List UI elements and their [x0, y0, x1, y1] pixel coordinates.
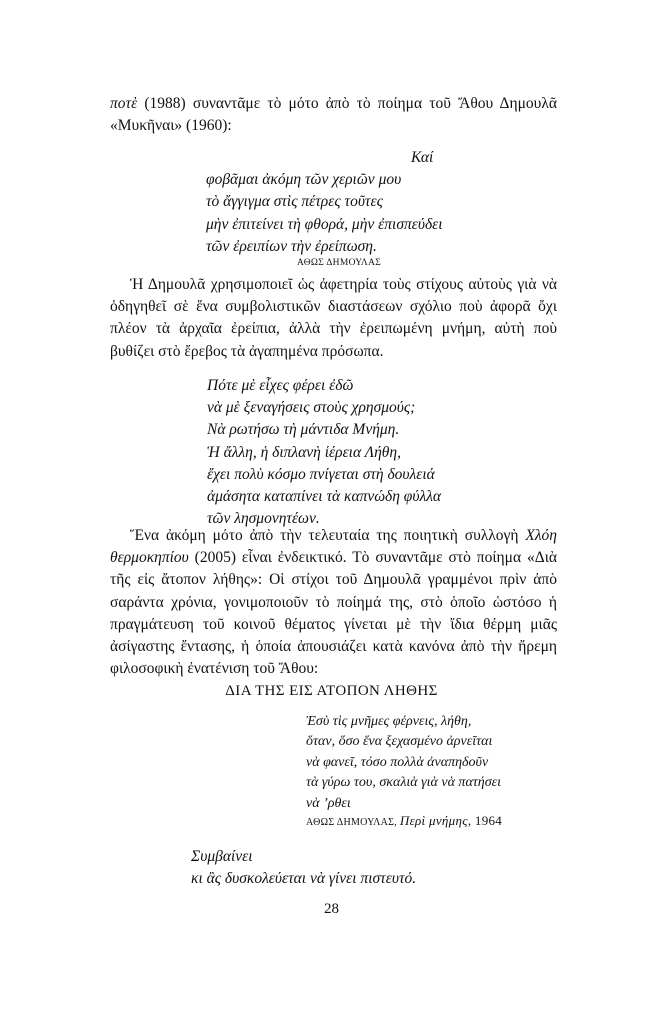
verse-line: τῶν ἐρειπίων τὴν ἐρείπωση. [206, 237, 377, 255]
verse-line: Ἐσὺ τὶς μνῆμες φέρνεις, λήθη, [306, 714, 472, 729]
verse-line: τὰ γύρω του, σκαλιὰ γιὰ νὰ πατήσει [306, 775, 502, 791]
attribution-source: Περὶ μνήμης [399, 813, 468, 828]
verse-line: Πότε μὲ εἶχες φέρει ἐδῶ [207, 377, 354, 394]
verse-line: Συμβαίνει [191, 848, 253, 865]
verse-line: ὅταν, ὅσο ἕνα ξεχασμένο ἀρνεῖται [306, 734, 493, 750]
verse-line: Ἡ ἄλλη, ἡ διπλανὴ ἱέρεια Λήθη, [207, 443, 401, 461]
verse-line: νὰ μὲ ξεναγήσεις στοὺς χρησμούς; [207, 399, 416, 417]
paragraph-chloi [110, 525, 557, 680]
page-number: 28 [324, 901, 339, 917]
verse-line: νὰ φανεῖ, τόσο πολλὰ ἀναπηδοῦν [306, 754, 489, 770]
attribution-name: ΑΘΩΣ ΔΗΜΟΥΛΑΣ, [306, 817, 398, 828]
verse-line: φοβᾶμαι ἀκόμη τῶν χεριῶν μου [206, 171, 402, 189]
collection-title: Χλόη θερμοκηπίου [110, 527, 557, 567]
verse-mnimi [207, 375, 441, 530]
verse-line: τῶν λησμονητέων. [207, 510, 320, 528]
verse-line: ἔχει πολὺ κόσμο πνίγεται στὴ δουλειά [207, 465, 435, 483]
verse-line: Καί [411, 149, 434, 166]
verse-attribution: ΑΘΩΣ ΔΗΜΟΥΛΑΣ [297, 258, 382, 268]
verse-line: ἀμάσητα καταπίνει τὰ καπνώδη φύλλα [207, 488, 442, 506]
verse-mykines [206, 147, 443, 258]
verse-line: κι ἂς δυσκολεύεται νὰ γίνει πιστευτό. [191, 870, 417, 888]
verse-line: τὸ ἄγγιγμα στὶς πέτρες τοῦτες [206, 193, 383, 211]
paragraph-commentary: Ἡ Δημουλᾶ χρησιμοποιεῖ ὡς ἀφετηρία τοὺς στίχους αὐτοὺς γιὰ νὰ ὁδηγηθεῖ σὲ ἕνα συμβολιστικῶν διαστάσεων σχόλιο ποὺ ἀφορᾶ ὄχι πλέον τὰ ἀρχαῖα ἐρείπια, ἀλλὰ τὴν ἐρειπωμένη μνήμη, αὐτὴ ποὺ βυθίζει στὸ ἔρεβος τὰ ἀγαπημένα πρόσωπα. [110, 276, 557, 360]
poem-title: ΔΙΑ ΤΗΣ ΕΙΣ ΑΤΟΠΟΝ ΛΗΘΗΣ [225, 683, 438, 699]
intro-italic-word: ποτὲ [110, 95, 138, 112]
verse-motto [306, 712, 501, 814]
motto-attribution [306, 813, 502, 829]
chloi-text-2: (2005) εἶναι ἐνδεικτικό. Τὸ συναντᾶμε στὸ ποίημα «Διὰ τῆς εἰς ἄτοπον λήθης»: Οἱ στίχοι τοῦ Δημουλᾶ γραμμένοι πρὶν ἀπὸ σαράντα χρόνια, γονιμοποιοῦν τὸ ποίημά της, στὸ ὁποῖο ὡστόσο ἡ πραγμάτευση τοῦ κοινοῦ θέματος γίνεται μὲ τὴν ἴδια θέρμη μιᾶς ἀσίγαστης ἔντασης, ἡ ὁποία ἀπουσιάζει κατὰ κανόνα ἀπὸ τὴν ἤρεμη φιλοσοφικὴ ἐνατένιση τοῦ Ἄθου: [110, 549, 557, 678]
verse-line: νὰ ’ρθει [306, 795, 351, 811]
verse-line: Νὰ ρωτήσω τὴ μάντιδα Μνήμη. [207, 421, 400, 439]
chloi-text-1: Ἕνα ἀκόμη μότο ἀπὸ τὴν τελευταία της ποιητικὴ συλλογὴ [130, 527, 526, 544]
verse-line: μὴν ἐπιτείνει τὴ φθορά, μὴν ἐπισπεύδει [206, 215, 443, 233]
verse-closing [191, 846, 416, 890]
paragraph-intro [110, 93, 557, 137]
intro-text: (1988) συναντᾶμε τὸ μότο ἀπὸ τὸ ποίημα τοῦ Ἄθου Δημουλᾶ «Μυκῆναι» (1960): [110, 95, 557, 135]
attribution-year: , 1964 [467, 813, 503, 828]
